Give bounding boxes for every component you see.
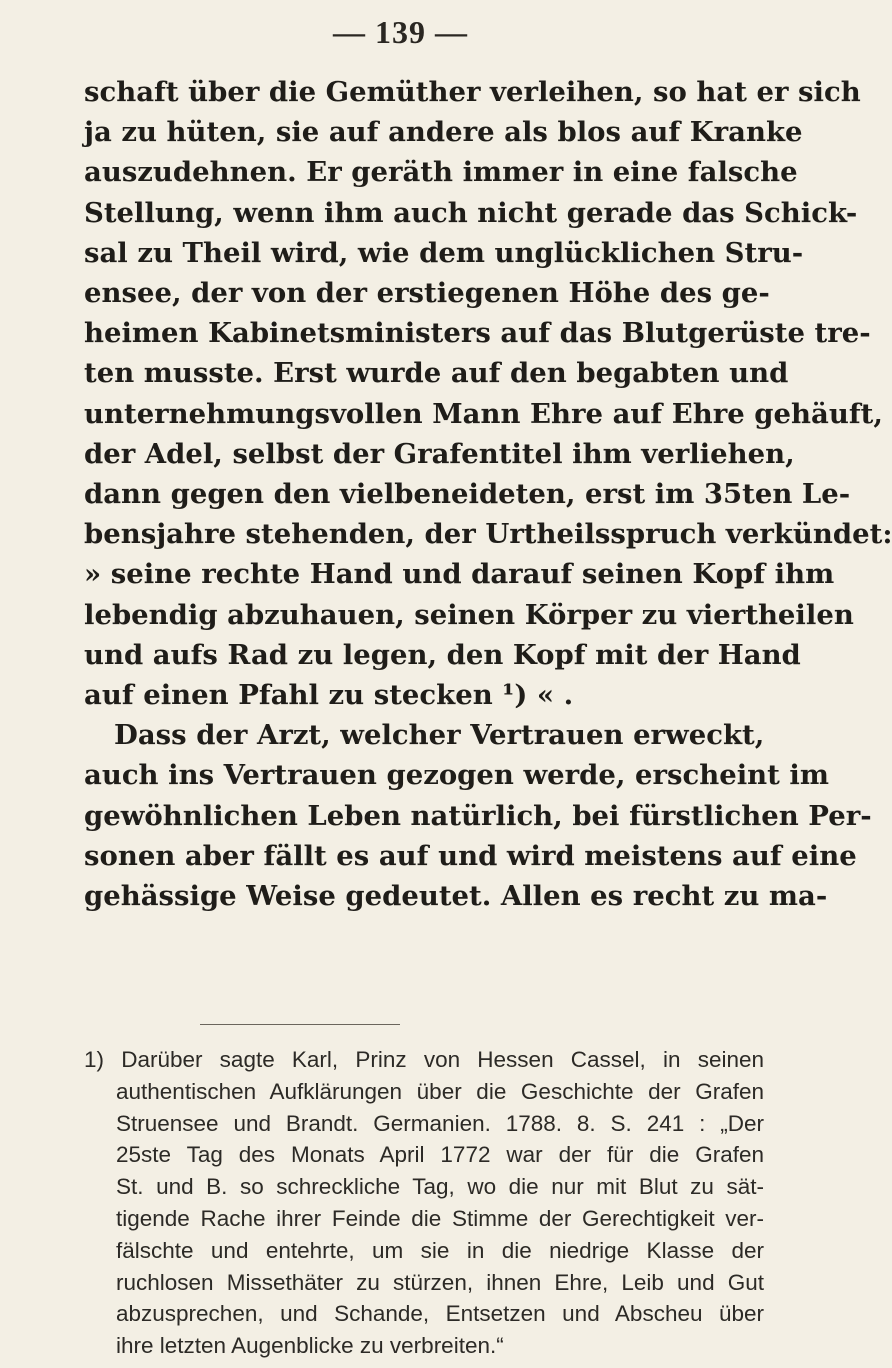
text-line: bensjahre stehenden, der Urtheilsspruch verkündet: — [84, 518, 892, 551]
footnote-line: ruchlosen Missethäter zu stürzen, ihnen Ehre, Leib und Gut — [116, 1269, 764, 1295]
text-line: heimen Kabinetsministers auf das Blutgerüste tre- — [84, 317, 871, 350]
text-line: lebendig abzuhauen, seinen Körper zu viertheilen — [84, 598, 854, 631]
text-line: schaft über die Gemüther verleihen, so hat er sich — [84, 76, 861, 108]
text-line: auch ins Vertrauen gezogen werde, erscheint im — [84, 759, 829, 792]
text-line: Dass der Arzt, welcher Vertrauen erweckt, — [114, 719, 765, 752]
text-line: dann gegen den vielbeneideten, erst im 35ten Le- — [84, 478, 851, 511]
text-line: gewöhnlichen Leben natürlich, bei fürstlichen Per- — [84, 799, 872, 832]
text-line: auf einen Pfahl zu stecken ¹) « . — [84, 679, 574, 712]
text-line: sal zu Theil wird, wie dem unglücklichen Stru- — [84, 236, 804, 269]
text-line: auszudehnen. Er geräth immer in eine falsche — [84, 156, 798, 189]
footnote-line: tigende Rache ihrer Feinde die Stimme der Gerechtigkeit ver- — [116, 1205, 764, 1231]
footnote-line: ihre letzten Augenblicke zu verbreiten.“ — [116, 1333, 504, 1359]
text-line: » seine rechte Hand und darauf seinen Kopf ihm — [84, 558, 835, 591]
footnote-line: authentischen Aufklärungen über die Geschichte der Grafen — [116, 1078, 764, 1104]
text-line: und aufs Rad zu legen, den Kopf mit der Hand — [84, 638, 801, 671]
footnote-divider — [200, 1024, 400, 1025]
text-line: unternehmungsvollen Mann Ehre auf Ehre gehäuft, — [84, 397, 883, 430]
footnote-line: 25ste Tag des Monats April 1772 war der für die Grafen — [116, 1142, 764, 1168]
footnote-line: St. und B. so schreckliche Tag, wo die nur mit Blut zu sät- — [116, 1174, 764, 1200]
footnote-block — [84, 1044, 764, 1362]
text-line: gehässige Weise gedeutet. Allen es recht zu ma- — [84, 880, 828, 913]
text-line: Stellung, wenn ihm auch nicht gerade das Schick- — [84, 196, 858, 229]
text-line: ja zu hüten, sie auf andere als blos auf Kranke — [84, 116, 803, 149]
footnote-line: abzusprechen, und Schande, Entsetzen und Abscheu über — [116, 1301, 764, 1327]
text-line: der Adel, selbst der Grafentitel ihm verliehen, — [84, 437, 795, 470]
text-line: sonen aber fällt es auf und wird meistens auf eine — [84, 839, 857, 872]
footnote-line: 1) Darüber sagte Karl, Prinz von Hessen Cassel, in seinen — [84, 1047, 764, 1072]
text-line: ensee, der von der erstiegenen Höhe des ge- — [84, 277, 770, 310]
footnote-line: Struensee und Brandt. Germanien. 1788. 8. S. 241 : „Der — [116, 1110, 764, 1136]
main-text-block — [84, 72, 892, 916]
text-line: ten musste. Erst wurde auf den begabten und — [84, 357, 789, 390]
page-number-header: — 139 — — [333, 14, 468, 50]
footnote-line: fälschte und entehrte, um sie in die niedrige Klasse der — [116, 1237, 764, 1263]
